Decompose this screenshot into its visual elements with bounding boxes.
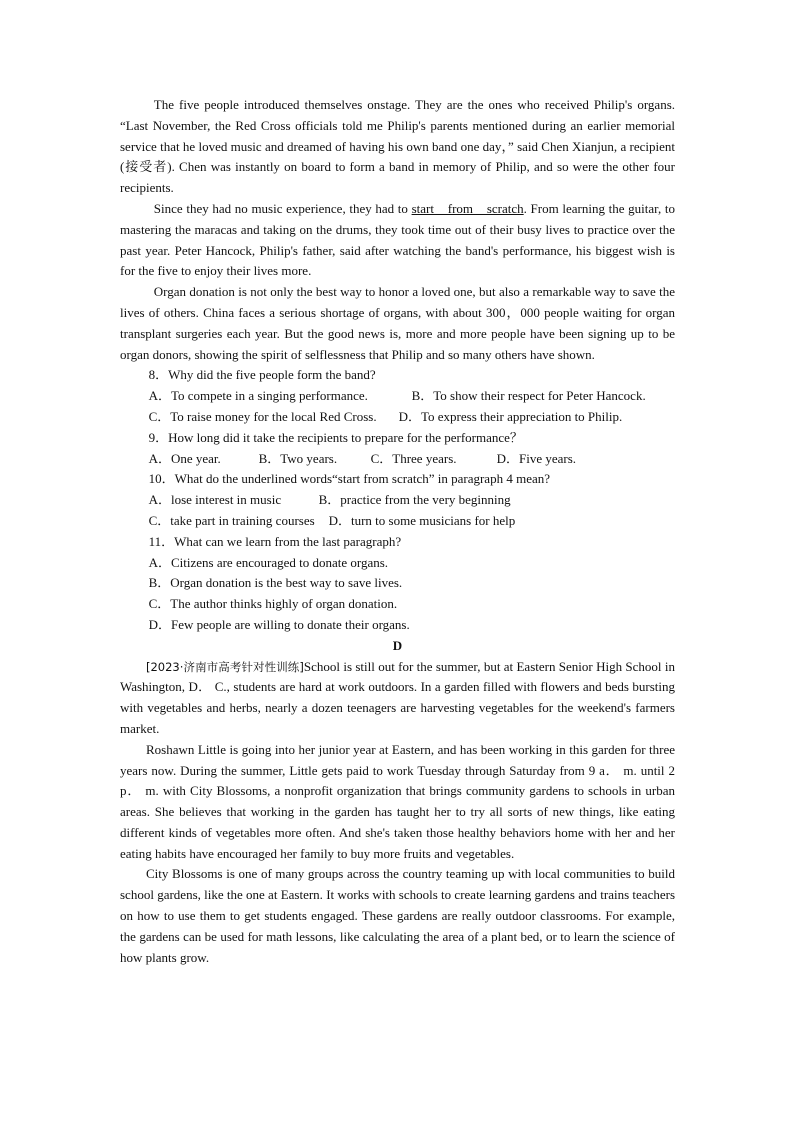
paragraph: The five people introduced themselves onstage. They are the ones who received Philip's organs. “Last November, the Red Cross officials told me Philip's parents mentioned during an earlier memorial service that he loved music and dreamed of having his own band one day，” said Chen Xianjun, a recipient (接受者). Chen was instantly on board to form a band in memory of Philip, and so were the other four recipients.: [120, 97, 675, 196]
option-b: B．Organ donation is the best way to save lives.: [148, 575, 403, 591]
paragraph: Organ donation is not only the best way to honor a loved one, but also a remarkable way to save the lives of others. China faces a serious shortage of organs, with about 300，000 people waiting for organ transplant surgeries each year. But the good news is, more and more people have been signing up to be organ donors, showing the spirit of selflessness that Philip and so many others have shown.: [120, 284, 675, 362]
option-b: B．To show their respect for Peter Hancock.: [411, 388, 646, 404]
paragraph: [120, 199, 675, 282]
paragraph: City Blossoms is one of many groups across the country teaming up with local communities to build school gardens, like the one at Eastern. It works with schools to create learning gardens and trains teachers on how to use them to get students engaged. These gardens are really outdoor classrooms. For example, the gardens can be used for math lessons, like calculating the area of a plant bed, or to learn the science of how plants grow.: [120, 866, 675, 965]
paragraph: Roshawn Little is going into her junior year at Eastern, and has been working in this garden for three years now. During the summer, Little gets paid to work Tuesday through Saturday from 9 a． m. until 2 p． m. with City Blossoms, a nonprofit organization that brings community gardens to schools in urban areas. She believes that working in the garden has taught her to try all sorts of new things, like eating different kinds of vegetables more often. And she's taken those healthy behaviors home with her and her eating habits have encouraged her family to buy more fruits and vegetables.: [120, 741, 675, 861]
document-page: [120, 95, 675, 968]
option-d: D．To express their appreciation to Philip.: [398, 408, 623, 424]
text-run: Since they had no music experience, they had to: [153, 200, 412, 216]
underlined-phrase: start from scratch: [411, 200, 524, 216]
question-stem: 10．What do the underlined words“start from scratch” in paragraph 4 mean?: [148, 471, 551, 487]
option-c: C．The author thinks highly of organ donation.: [148, 596, 398, 612]
option-row: [120, 407, 675, 428]
option-row: [120, 449, 675, 470]
option-a: A．lose interest in music: [148, 492, 282, 508]
option-a: A．One year.: [148, 450, 221, 466]
option-c: C．To raise money for the local Red Cross.: [148, 408, 377, 424]
option-d: D．Five years.: [496, 450, 577, 466]
option-c: C．Three years.: [370, 450, 457, 466]
question-stem: 11．What can we learn from the last paragraph?: [148, 533, 402, 549]
option-c: C．take part in training courses: [148, 512, 315, 528]
option-row: [120, 511, 675, 532]
question-stem: 8．Why did the five people form the band?: [148, 367, 376, 383]
text-run: . From learning the guitar, to mastering the maracas and taking on the drums, they took time out of their busy lives to practice over the past year. Peter Hancock, Philip's father, said after watching the band's performance, his biggest wish is for the five to enjoy their lives more.: [120, 200, 675, 279]
option-b: B．Two years.: [258, 450, 338, 466]
option-row: [120, 490, 675, 511]
option-b: B．practice from the very beginning: [318, 492, 511, 508]
paragraph: [120, 657, 675, 740]
option-row: [120, 386, 675, 407]
question-stem: 9．How long did it take the recipients to prepare for the performance？: [148, 429, 523, 445]
source-tag: [2023·济南市高考针对性训练]: [146, 659, 304, 674]
section-heading: D: [392, 637, 403, 653]
option-d: D．Few people are willing to donate their organs.: [148, 616, 410, 632]
option-d: D．turn to some musicians for help: [328, 512, 516, 528]
option-a: A．To compete in a singing performance.: [148, 388, 368, 404]
option-a: A．Citizens are encouraged to donate organs.: [148, 554, 389, 570]
text-run: School is still out for the summer, but at Eastern Senior High School in Washington, D． C., students are hard at work outdoors. In a garden filled with flowers and beds bursting with vegetables and herbs, nearly a dozen teenagers are harvesting vegetables for the weekend's farmers market.: [120, 658, 675, 736]
